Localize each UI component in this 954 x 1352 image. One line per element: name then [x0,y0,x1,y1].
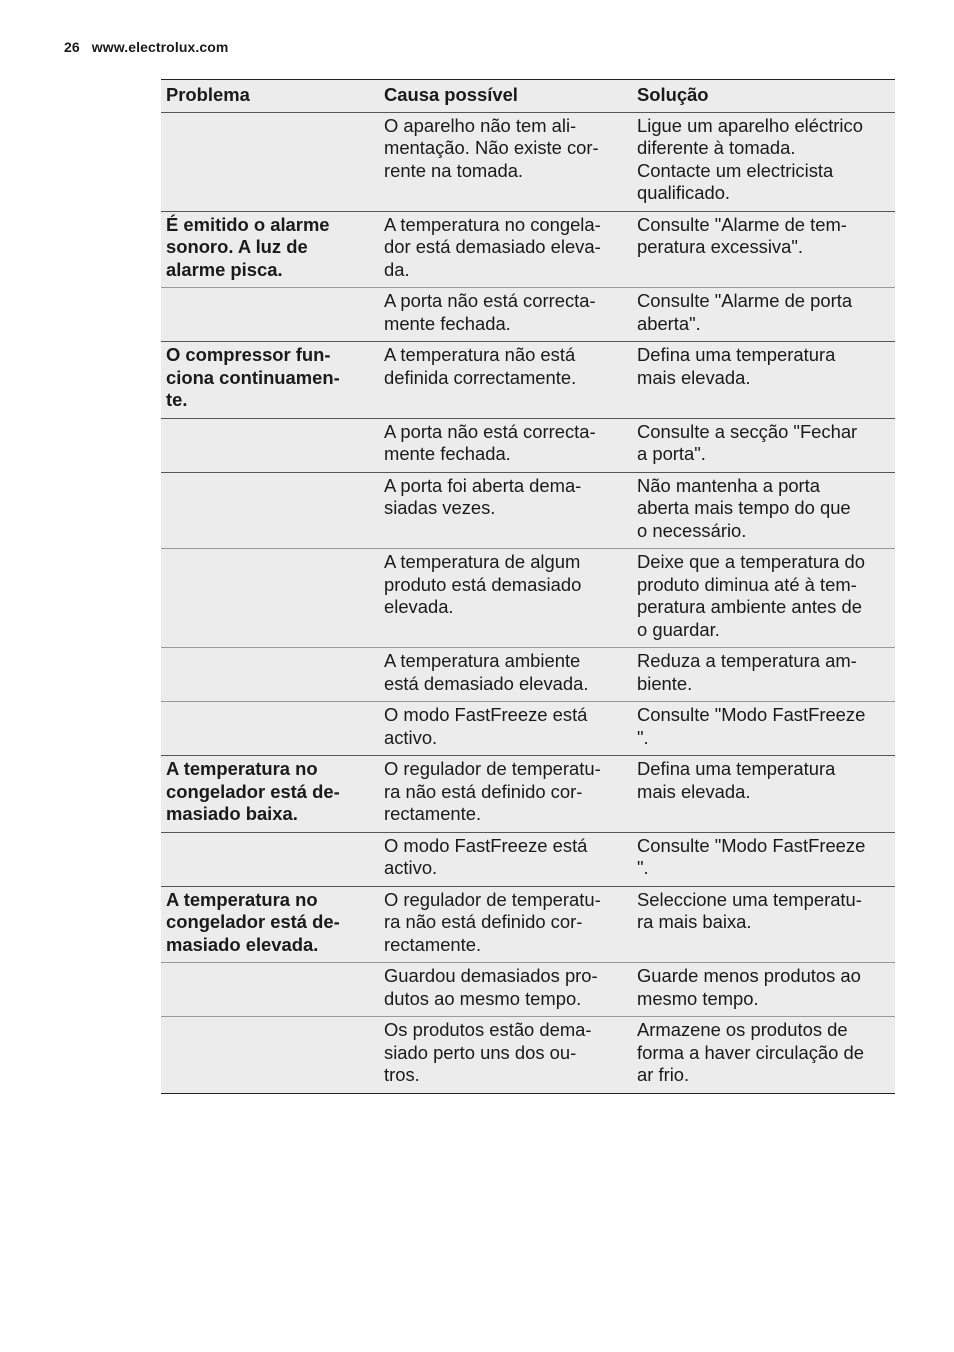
table-row [161,756,895,833]
solution-cell: Armazene os produtos de forma a haver circulação de ar frio. [637,1019,864,1085]
cause-cell: A porta foi aberta dema- siadas vezes. [384,474,582,518]
column-header-solution: Solução [632,80,895,113]
solution-cell: Seleccione uma temperatu- ra mais baixa. [637,888,862,932]
table-row [161,832,895,886]
cause-cell: A temperatura não está definida correctamente. [384,344,577,388]
solution-cell: Guarde menos produtos ao mesmo tempo. [637,965,861,1009]
table-row [161,288,895,342]
problem-cell [161,832,379,886]
problem-cell: É emitido o alarme sonoro. A luz de alarme pisca. [166,213,330,280]
cause-cell: Guardou demasiados pro- dutos ao mesmo tempo. [384,965,598,1009]
table-row [161,1017,895,1094]
problem-cell [161,288,379,342]
problem-cell [161,418,379,472]
table-row [161,963,895,1017]
cause-cell: A temperatura ambiente está demasiado elevada. [384,650,589,694]
table-row [161,648,895,702]
table-row [161,472,895,549]
solution-cell: Consulte a secção "Fechar a porta". [637,420,858,464]
website-url: www.electrolux.com [91,39,229,55]
cause-cell: A porta não está correcta- mente fechada. [384,290,596,334]
solution-cell: Deixe que a temperatura do produto diminua até à tem- peratura ambiente antes de o guardar. [637,551,865,640]
problem-cell: A temperatura no congelador está de- masiado elevada. [166,888,340,955]
troubleshooting-table [161,79,895,1094]
cause-cell: O modo FastFreeze está activo. [384,834,588,878]
column-header-problem: Problema [161,80,379,113]
table-row [161,549,895,648]
column-header-cause: Causa possível [379,80,632,113]
solution-cell: Consulte "Alarme de porta aberta". [637,290,853,334]
cause-cell: O regulador de temperatu- ra não está definido cor- rectamente. [384,888,601,955]
problem-cell [161,702,379,756]
solution-cell: Defina uma temperatura mais elevada. [637,344,836,388]
table-body [161,112,895,1093]
problem-cell: A temperatura no congelador está de- masiado baixa. [166,758,340,824]
cause-cell: Os produtos estão dema- siado perto uns dos ou- tros. [384,1019,592,1085]
table-row [161,342,895,419]
table-header-row [161,80,895,113]
problem-cell: O compressor fun- ciona continuamen- te. [166,344,340,410]
page-number: 26 [64,39,80,55]
solution-cell: Consulte "Alarme de tem- peratura excessiva". [637,213,847,257]
table-row [161,702,895,756]
cause-cell: O modo FastFreeze está activo. [384,704,588,748]
page-header [64,39,228,55]
cause-cell: O regulador de temperatu- ra não está definido cor- rectamente. [384,758,601,824]
solution-cell: Consulte "Modo FastFreeze ". [637,834,866,878]
problem-cell [161,1017,379,1094]
solution-cell: Ligue um aparelho eléctrico diferente à tomada. Contacte um electricista qualificado. [637,114,863,203]
cause-cell: O aparelho não tem ali- mentação. Não existe cor- rente na tomada. [384,114,599,181]
table-row [161,112,895,211]
solution-cell: Consulte "Modo FastFreeze ". [637,704,866,748]
problem-cell [161,549,379,648]
cause-cell: A porta não está correcta- mente fechada. [384,420,596,464]
solution-cell: Não mantenha a porta aberta mais tempo do que o necessário. [637,474,851,541]
cause-cell: A temperatura no congela- dor está demasiado eleva- da. [384,213,601,280]
problem-cell [161,648,379,702]
table-row [161,211,895,288]
solution-cell: Reduza a temperatura am- biente. [637,650,857,694]
problem-cell [161,963,379,1017]
solution-cell: Defina uma temperatura mais elevada. [637,758,836,802]
problem-cell [161,112,379,211]
cause-cell: A temperatura de algum produto está demasiado elevada. [384,551,582,617]
problem-cell [161,472,379,549]
table-row [161,886,895,963]
table-row [161,418,895,472]
